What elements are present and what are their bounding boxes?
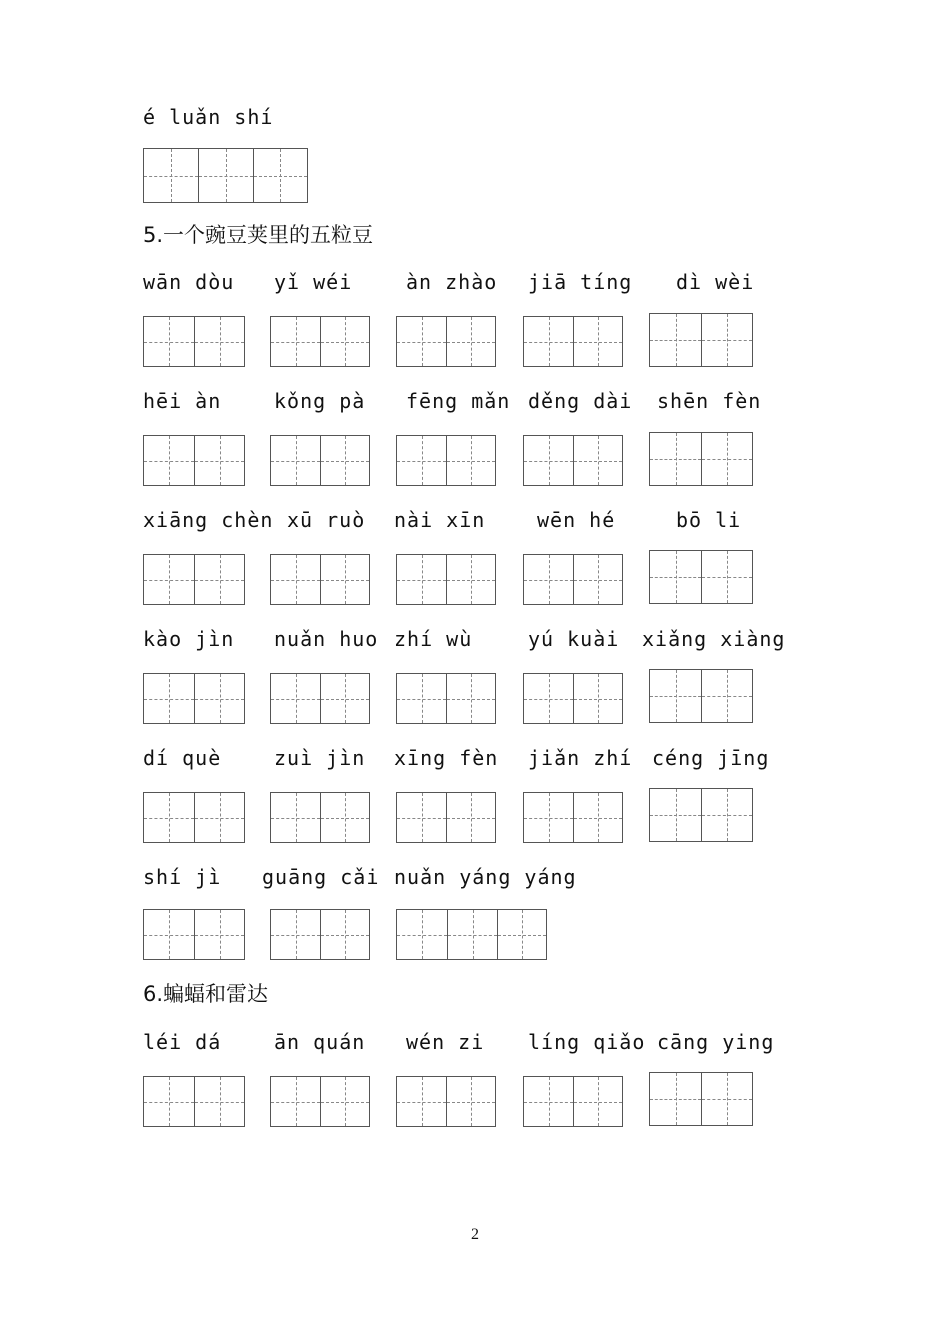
pinyin-label: yú kuài [528,627,620,651]
pinyin-label: jiā tíng [528,270,633,294]
pinyin-label: cāng ying [657,1030,775,1054]
writing-grid[interactable] [270,792,370,843]
pinyin-label: nuǎn yáng yáng [394,865,577,889]
pinyin-label: jiǎn zhí [528,746,633,770]
writing-grid[interactable] [143,1076,245,1127]
pinyin-label: kào jìn [143,627,235,651]
writing-grid[interactable] [396,554,496,605]
writing-grid[interactable] [649,1072,753,1126]
pinyin-label: zuì jìn [274,746,366,770]
writing-grid[interactable] [396,673,496,724]
pinyin-label: àn zhào [406,270,498,294]
writing-grid[interactable] [523,316,623,367]
pinyin-label: é luǎn shí [143,105,274,129]
page-number: 2 [471,1226,479,1243]
pinyin-label: líng qiǎo [528,1030,646,1054]
writing-grid[interactable] [270,673,370,724]
section-title: 5.一个豌豆荚里的五粒豆 [143,223,374,247]
writing-grid[interactable] [649,788,753,842]
pinyin-label: léi dá [143,1030,222,1054]
writing-grid[interactable] [143,673,245,724]
pinyin-label: xīng fèn [394,746,499,770]
writing-grid[interactable] [523,792,623,843]
pinyin-label: kǒng pà [274,389,366,413]
pinyin-label: shēn fèn [657,389,762,413]
writing-grid[interactable] [143,316,245,367]
pinyin-label: bō li [676,508,742,532]
pinyin-label: nài xīn [394,508,486,532]
writing-grid[interactable] [649,550,753,604]
writing-grid[interactable] [523,435,623,486]
writing-grid[interactable] [523,554,623,605]
writing-grid[interactable] [396,792,496,843]
writing-grid[interactable] [396,316,496,367]
pinyin-label: hēi àn [143,389,222,413]
pinyin-label: guāng cǎi [262,865,380,889]
pinyin-label: zhí wù [394,627,473,651]
writing-grid[interactable] [270,316,370,367]
pinyin-label: ān quán [274,1030,366,1054]
pinyin-label: céng jīng [652,746,770,770]
pinyin-label: wén zi [406,1030,485,1054]
pinyin-label: wān dòu [143,270,235,294]
writing-grid[interactable] [143,909,245,960]
section-title: 6.蝙蝠和雷达 [143,982,269,1006]
writing-grid[interactable] [143,792,245,843]
pinyin-label: xiāng chèn [143,508,274,532]
pinyin-label: dì wèi [676,270,755,294]
writing-grid[interactable] [270,1076,370,1127]
pinyin-label: fēng mǎn [406,389,511,413]
pinyin-label: xū ruò [287,508,366,532]
pinyin-label: dí què [143,746,222,770]
pinyin-label: nuǎn huo [274,627,379,651]
writing-grid[interactable] [523,673,623,724]
writing-grid[interactable] [143,148,308,203]
writing-grid[interactable] [396,909,547,960]
writing-grid[interactable] [270,435,370,486]
writing-grid[interactable] [523,1076,623,1127]
writing-grid[interactable] [143,554,245,605]
writing-grid[interactable] [396,1076,496,1127]
writing-grid[interactable] [270,554,370,605]
writing-grid[interactable] [649,432,753,486]
writing-grid[interactable] [143,435,245,486]
pinyin-label: wēn hé [537,508,616,532]
pinyin-label: yǐ wéi [274,270,353,294]
writing-grid[interactable] [649,669,753,723]
pinyin-label: shí jì [143,865,222,889]
writing-grid[interactable] [649,313,753,367]
pinyin-label: děng dài [528,389,633,413]
writing-grid[interactable] [270,909,370,960]
writing-grid[interactable] [396,435,496,486]
pinyin-label: xiǎng xiàng [642,627,786,651]
